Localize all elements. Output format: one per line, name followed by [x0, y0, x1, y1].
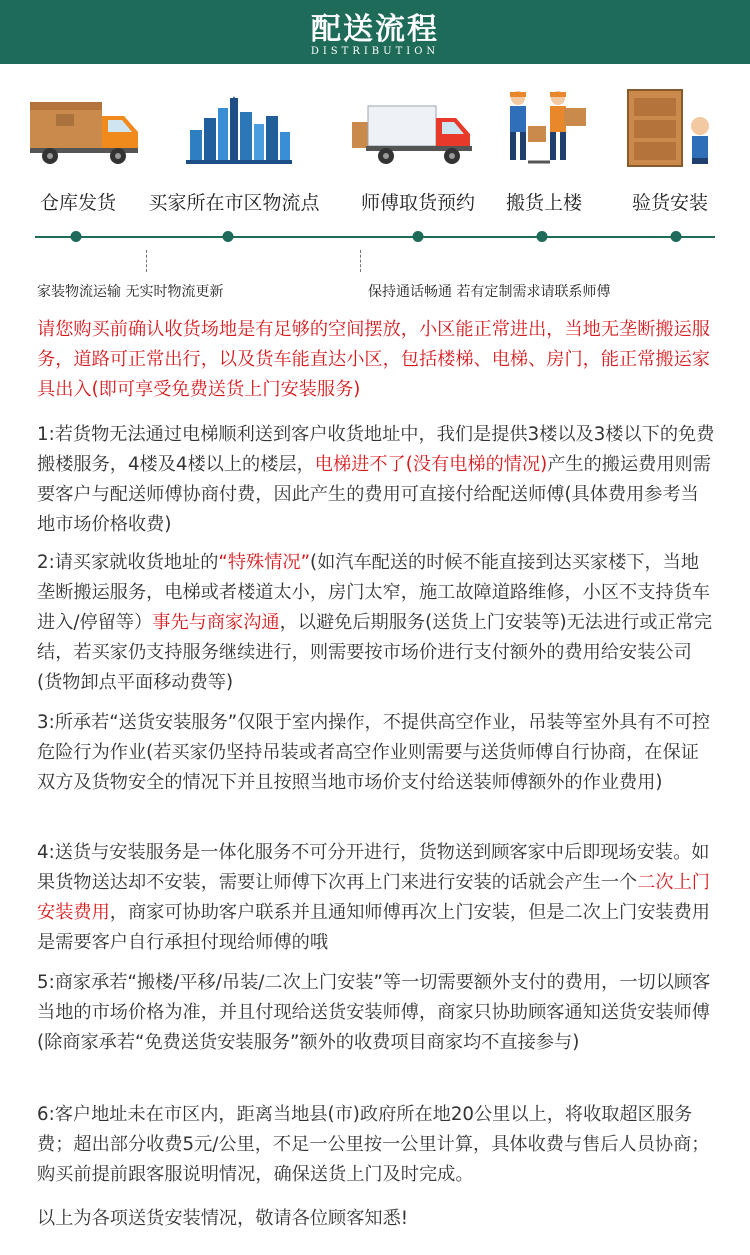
- cabinet-inspection-icon: [624, 88, 716, 168]
- timeline-divider: [360, 250, 361, 272]
- rule-1-text: 1:若货物无法通过电梯顺利送到客户收货地址中，我们是提供3楼以及3楼以下的免费搬楼服务，4楼及4楼以上的楼层，: [37, 424, 715, 475]
- rule-2-highlight: 事先与商家沟通: [152, 612, 280, 633]
- movers-icon: [496, 88, 592, 168]
- contact-note: 保持通话畅通 若有定制需求请联系师傅: [368, 284, 611, 300]
- timeline-dot: [71, 231, 82, 242]
- step-label-city-hub: 买家所在市区物流点: [148, 192, 320, 214]
- step-label-carry-upstairs: 搬货上楼: [505, 192, 583, 214]
- rule-4: [37, 838, 717, 958]
- rule-2-text: ，以避免后期服务(送货上门安装等)无法进行或正常完结，若买家仍支持服务继续进行，则需要按市场价进行支付额外的费用给安装公司(货物卸点平面移动费等): [37, 612, 713, 693]
- rule-2-text: (如汽车配送的时候不能直接到达买家楼下，当地垄断搬运服务，电梯或者楼道太小，房门太窄，施工故障道路维修，小区不支持货车进入/停留等）: [37, 552, 710, 633]
- rule-5: 5:商家承若“搬楼/平移/吊装/二次上门安装”等一切需要额外支付的费用，一切以顾客当地的市场价格为准，并且付现给送货安装师傅，商家只协助顾客通知送货安装师傅(除商家承若“免费送货安装服务”额外的收费项目商家均不直接参与): [37, 972, 711, 1053]
- warning-paragraph: 请您购买前确认收货场地是有足够的空间摆放，小区能正常进出，当地无垄断搬运服务，道路可正常出行，以及货车能直达小区，包括楼梯、电梯、房门，能正常搬运家具出入(即可享受免费送货上门安装服务): [37, 319, 710, 400]
- rule-1-highlight: 电梯进不了(没有电梯的情况): [314, 454, 548, 475]
- closing-text: 以上为各项送货安装情况，敬请各位顾客知悉!: [37, 1208, 409, 1229]
- rule-4-text: ，商家可协助客户联系并且通知师傅再次上门安装，但是二次上门安装费用是需要客户自行承担付现给师傅的哦: [37, 902, 710, 953]
- cargo-truck-icon: [346, 104, 476, 166]
- page-title: 配送流程: [311, 12, 439, 47]
- timeline-dot: [413, 231, 424, 242]
- timeline-line: [35, 236, 715, 238]
- rule-4-highlight: 二次上门安装费用: [37, 872, 710, 923]
- rule-3: 3:所承若“送货安装服务”仅限于室内操作，不提供高空作业，吊装等室外具有不可控危险行为作业(若买家仍坚持吊装或者高空作业则需要与送货师傅自行协商，在保证双方及货物安全的情况下并且按照当地市场价支付给送装师傅额外的作业费用): [37, 712, 711, 793]
- header-banner: [0, 0, 750, 64]
- rule-2: [37, 548, 717, 698]
- step-label-warehouse: 仓库发货: [39, 192, 117, 214]
- logistics-note: 家装物流运输 无实时物流更新: [37, 284, 224, 300]
- delivery-truck-icon: [28, 96, 140, 166]
- city-skyline-icon: [186, 96, 292, 166]
- step-label-pickup: 师傅取货预约: [360, 192, 476, 214]
- timeline-dot: [223, 231, 234, 242]
- rule-1: [37, 420, 717, 540]
- step-label-install: 验货安装: [631, 192, 709, 214]
- rule-4-text: 4:送货与安装服务是一体化服务不可分开进行，货物送到顾客家中后即现场安装。如果货物送达却不安装，需要让师傅下次再上门来进行安装的话就会产生一个: [37, 842, 710, 893]
- timeline-dot: [671, 231, 682, 242]
- rule-2-highlight: “特殊情况”: [218, 552, 310, 573]
- timeline-dot: [537, 231, 548, 242]
- timeline-divider: [146, 250, 147, 272]
- rule-6: 6:客户地址未在市区内，距离当地县(市)政府所在地20公里以上，将收取超区服务费；超出部分收费5元/公里，不足一公里按一公里计算，具体收费与售后人员协商；购买前提前跟客服说明情况，确保送货上门及时完成。: [37, 1104, 710, 1185]
- rule-2-text: 2:请买家就收货地址的: [37, 552, 219, 573]
- page-subtitle: DISTRIBUTION: [310, 46, 440, 57]
- rule-1-text: 产生的搬运费用则需要客户与配送师傅协商付费，因此产生的费用可直接付给配送师傅(具体费用参考当地市场价格收费): [37, 454, 711, 535]
